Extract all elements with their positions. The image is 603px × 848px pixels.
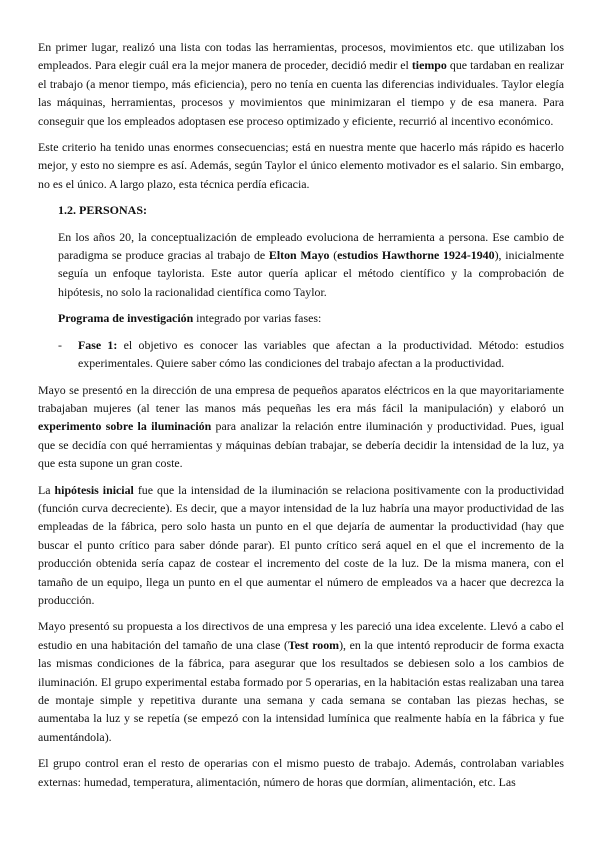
- text-run: En primer lugar, realizó una lista con todas las herramientas, procesos, movimientos etc. que utilizaban los empleados. Para elegir cuál era la mejor manera de proceder, decidió medir el: [38, 40, 564, 73]
- paragraph-initial-hypothesis: [38, 481, 564, 610]
- text-run: Este criterio ha tenido unas enormes consecuencias; está en nuestra mente que hacerlo más rápido es hacerlo mejor, y esto no siempre es así. Además, según Taylor el único elemento motivador es el salario. Sin embargo, no es el único. A largo plazo, esta técnica perdía eficacia.: [38, 140, 564, 191]
- text-run: que tardaban en realizar el trabajo (a menor tiempo, más eficiencia), pero no tenía en cuenta las diferencias individuales. Taylor elegía las máquinas, herramientas, procesos y movimientos que minimizaran el tiempo y de esa manera. Para conseguir que los empleados adoptasen ese proceso optimizado y eficiente, recurrió al incentivo económico.: [38, 58, 564, 128]
- paragraph-elton-mayo: [58, 228, 564, 302]
- text-run: integrado por varias fases:: [193, 311, 322, 326]
- bullet-item-fase-1: [58, 336, 564, 373]
- paragraph-lighting-experiment: [38, 381, 564, 473]
- bold-term: Elton Mayo: [268, 248, 330, 263]
- bold-term: hipótesis inicial: [54, 482, 134, 497]
- bold-term: Programa de investigación: [58, 311, 194, 326]
- bold-term: tiempo: [411, 58, 447, 73]
- text-run: Mayo presentó su propuesta a los directivos de una empresa y les pareció una idea excelente. Llevó a cabo el estudio en una habitación del tamaño de una clase (: [38, 619, 564, 652]
- text-run: ), en la que intentó reproducir de forma exacta las mismas condiciones de la fábrica, para asegurar que los resultados se debiesen solo a los cambios de iluminación. El grupo experimental estaba formado por 5 operarias, en la habitación estas realizaban una tarea de montaje simple y repetitiva durante una semana y cada semana se contaban las piezas hechas, se aumentaba la luz y se repetía (se empezó con la intensidad lumínica que realmente había en la fábrica y fue aumentándola).: [38, 637, 564, 744]
- paragraph-research-program: [58, 309, 564, 327]
- text-run: Mayo se presentó en la dirección de una empresa de pequeños aparatos eléctricos en la que mayoritariamente trabajaban mujeres (al tener las manos más pequeñas les era más fácil la manipulación) y elaboró un: [38, 382, 564, 415]
- text-run: (: [329, 248, 338, 263]
- text-run: ), inicialmente seguía un enfoque taylorista. Este autor quería aplicar el método científico y la comprobación de hipótesis, no solo la racionalidad científica como Taylor.: [58, 248, 564, 299]
- text-run: En los años 20, la conceptualización de empleado evoluciona de herramienta a persona. Ese cambio de paradigma se produce gracias al trabajo de: [58, 229, 564, 263]
- bold-term: Test room: [287, 637, 340, 652]
- bold-term: experimento sobre la iluminación: [38, 419, 212, 434]
- bullet-dash: -: [58, 337, 62, 352]
- text-run: para analizar la relación entre iluminación y productividad. Pues, igual que se decidía con qué herramientas y máquinas debían trabajar, se debería decidir la intensidad de la luz, ya que esta supone un gran coste.: [38, 419, 565, 471]
- bold-term: estudios Hawthorne 1924-1940: [337, 248, 495, 263]
- document-page: [38, 38, 564, 799]
- text-run: fue que la intensidad de la iluminación se relaciona positivamente con la productividad (función curva decreciente). Es decir, que a mayor intensidad de la luz habría una mayor productividad de las empleadas de la fábrica, pero solo hasta un punto en el que dejaría de aumentar la productividad (hay que buscar el punto crítico para saber dónde parar). El punto crítico será aquel en el que el incremento de la producción obtenida sería capaz de costear el incremento del coste de la luz. De la misma manera, con el tamaño de un equipo, llega un punto en el que aumentar el número de empleados va a hacer que decrezca la producción.: [38, 482, 565, 607]
- paragraph-test-room: [38, 617, 564, 746]
- section-heading: 1.2. PERSONAS:: [58, 203, 148, 218]
- text-run: El grupo control eran el resto de operarias con el mismo puesto de trabajo. Además, controlaban variables externas: humedad, temperatura, alimentación, número de horas que dormían, alimentación, etc. Las: [38, 756, 564, 789]
- paragraph-control-group: [38, 754, 564, 791]
- text-run: el objetivo es conocer las variables que afectan a la productividad. Método: estudios experimentales. Quiere saber cómo las condiciones del trabajo afectan a la productividad.: [78, 337, 564, 371]
- bold-term: Fase 1:: [78, 337, 118, 352]
- paragraph-consequences: [38, 138, 564, 193]
- paragraph-taylor-method: [38, 38, 564, 130]
- text-run: La: [38, 482, 55, 497]
